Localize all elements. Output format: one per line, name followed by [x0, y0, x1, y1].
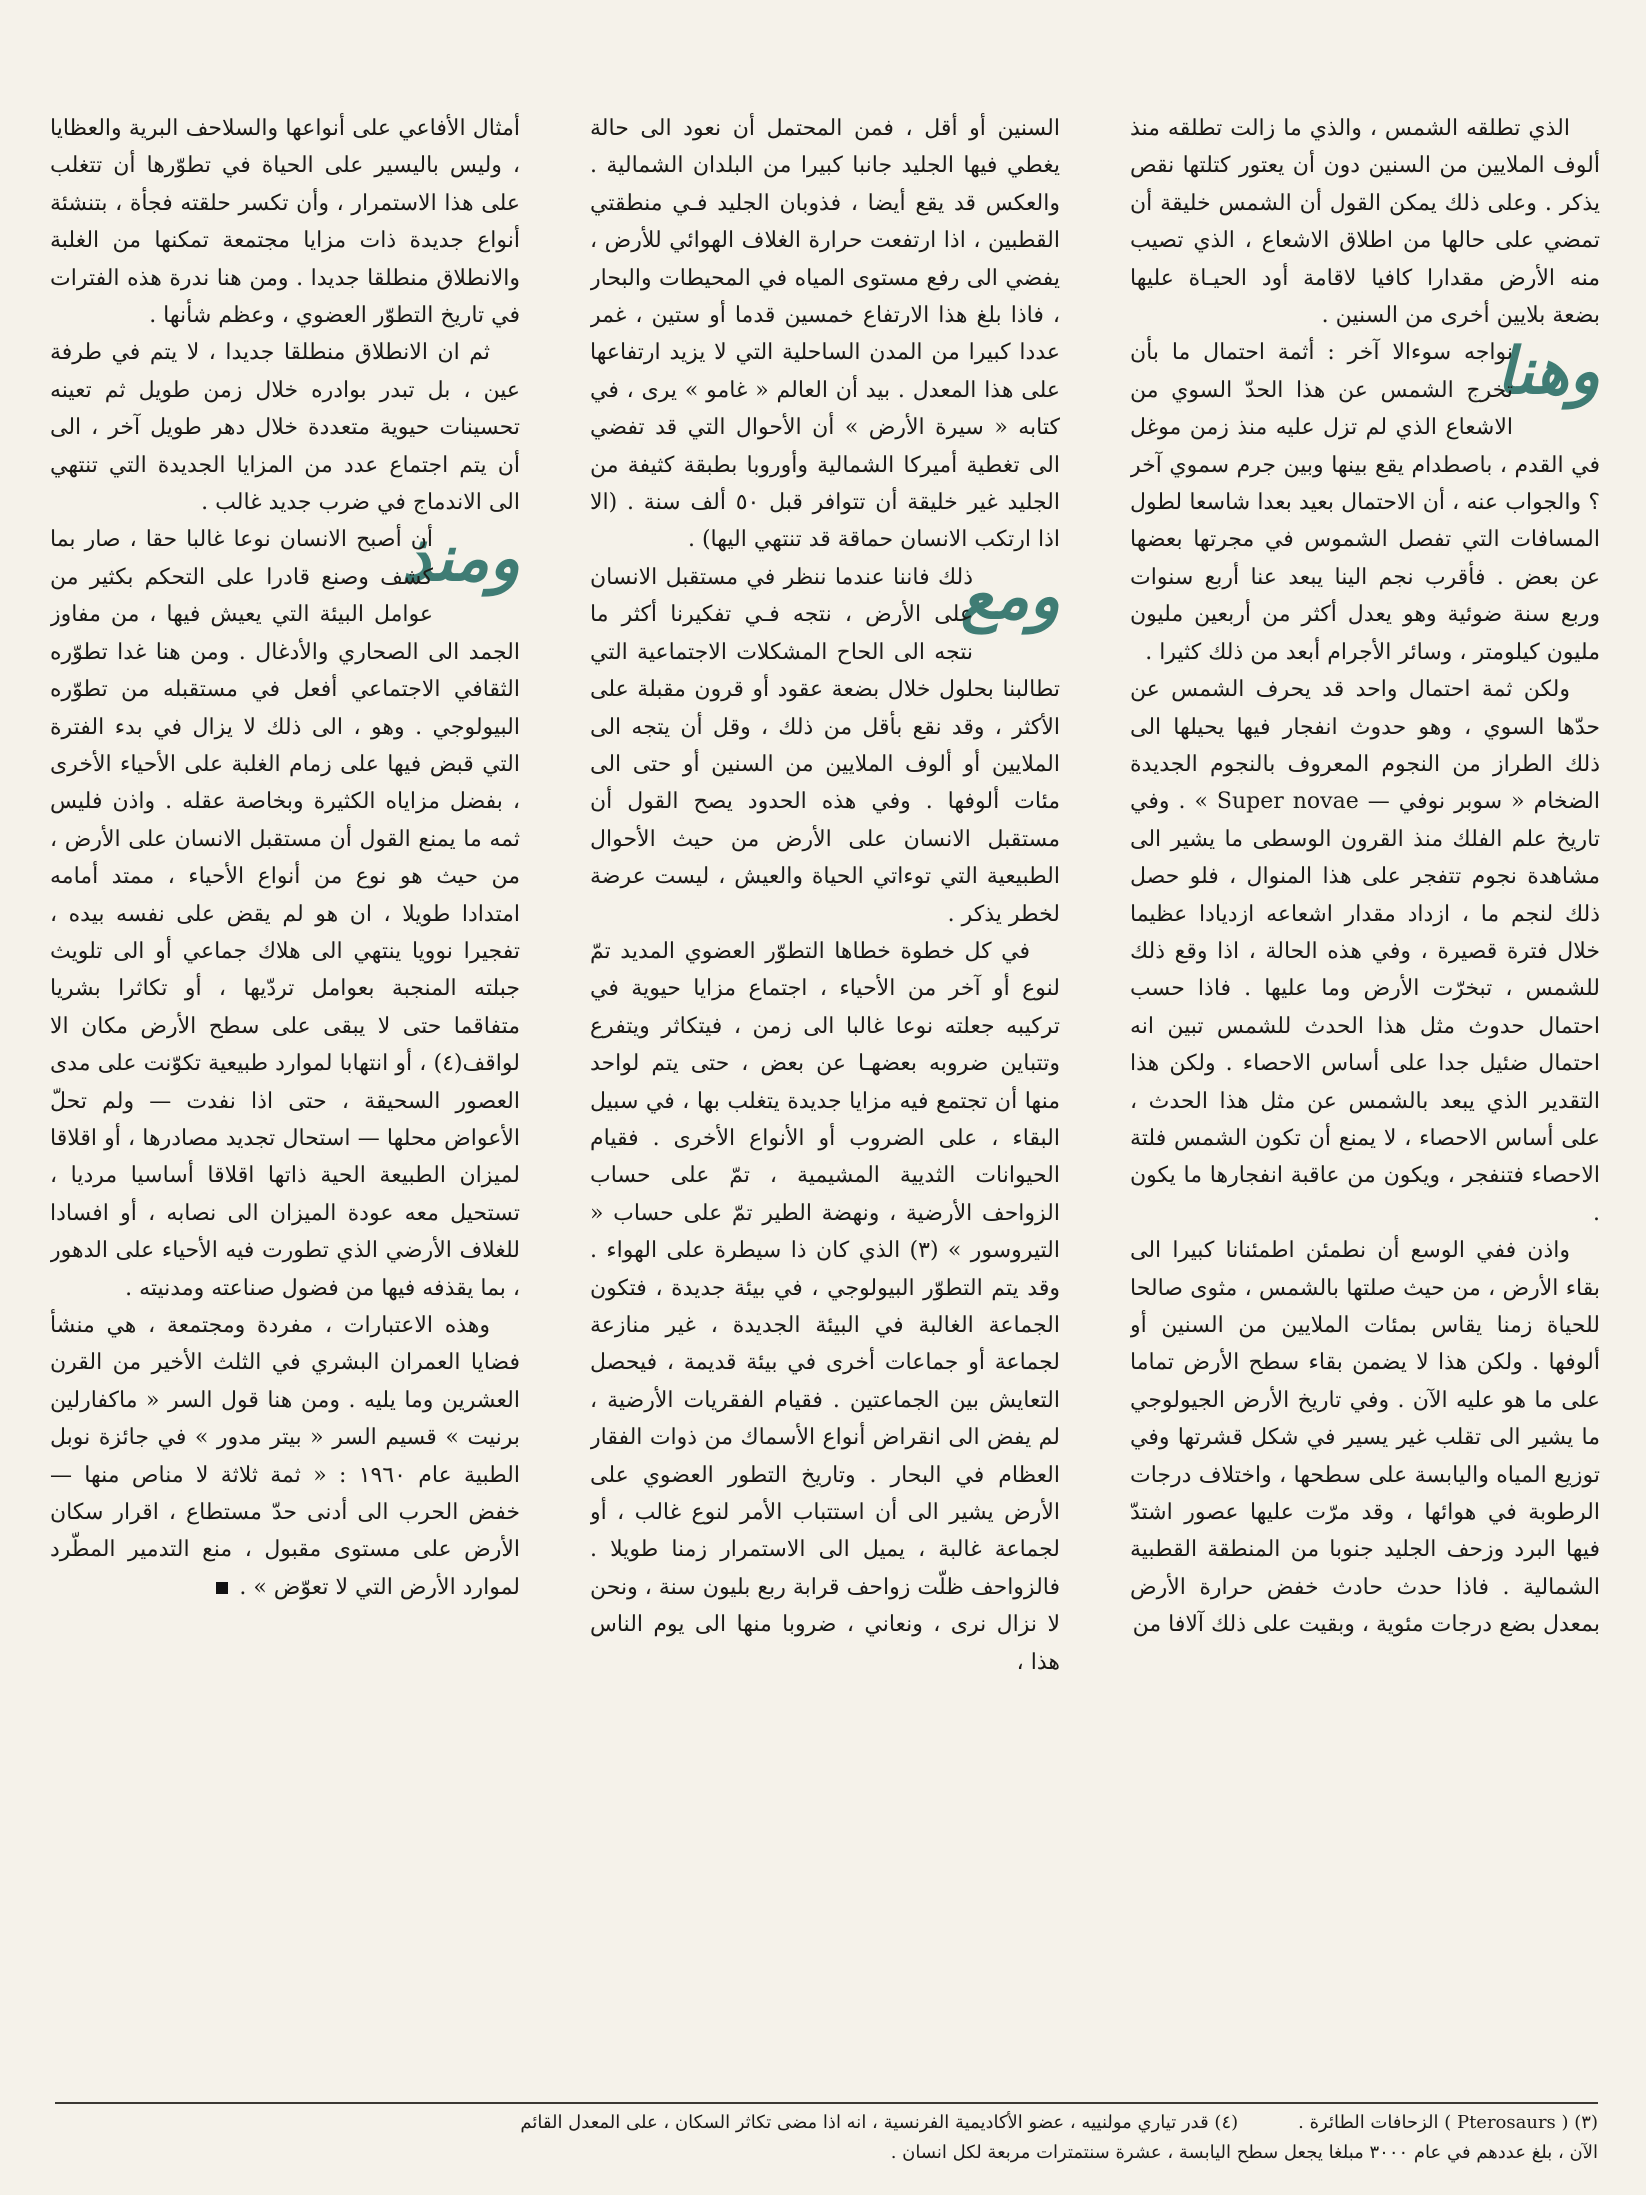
paragraph: ولكن ثمة احتمال واحد قد يحرف الشمس عن حدّها السوي ، وهو حدوث انفجار فيها يحيلها الى ذلك الطراز من النجوم المعروف بالنجوم الجديدة الضخام « سوبر نوفي — Super novae » . وفي تاريخ علم الفلك منذ القرون الوسطى ما يشير الى مشاهدة نجوم تتفجر على هذا المنوال ، فلو حصل ذلك لنجم ما ، ازداد مقدار اشعاعه ازديادا عظيما خلال فترة قصيرة ، وفي هذه الحالة ، اذا وقع ذلك للشمس ، تبخرّت الأرض وما عليها . فاذا حسب احتمال حدوث مثل هذا الحدث للشمس تبين انه احتمال ضئيل جدا على أساس الاحصاء . ولكن هذا التقدير الذي يبعد بالشمس عن مثل هذا الحدث ، على أساس الاحصاء ، لا يمنع أن تكون الشمس فلتة الاحصاء فتنفجر ، ويكون من عاقبة انفجارها ما يكون . [1130, 677, 1600, 1226]
paragraph: ثم ان الانطلاق منطلقا جديدا ، لا يتم في طرفة عين ، بل تبدر بوادره خلال زمن طويل ثم تعينه تحسينات حيوية متعددة خلال دهر طويل آخر ، الى أن يتم اجتماع عدد من المزايا الجديدة التي تنتهي الى الاندماج في ضرب جديد غالب . [50, 340, 520, 516]
paragraph: في كل خطوة خطاها التطوّر العضوي المديد تمّ لنوع أو آخر من الأحياء ، اجتماع مزايا حيوية في تركيبه جعلته نوعا غالبا الى زمن ، فيتكاثر ويتفرع وتتباين ضروبه بعضهـا عن بعض ، حتى يتم لواحد منها أن تجتمع فيه مزايا جديدة يتغلب بها ، في سبيل البقاء ، على الضروب أو الأنواع الأخرى . فقيام الحيوانات الثديية المشيمية ، تمّ على حساب الزواحف الأرضية ، ونهضة الطير تمّ على حساب « التيروسور » (٣) الذي كان ذا سيطرة على الهواء . وقد يتم التطوّر البيولوجي ، في بيئة جديدة ، فتكون الجماعة الغالبة في البيئة الجديدة ، غير منازعة لجماعة أو جماعات أخرى في بيئة قديمة ، فيحصل التعايش بين الجماعتين . فقيام الفقريات الأرضية ، لم يفض الى انقراض أنواع الأسماك من ذوات الفقار العظام في البحار . وتاريخ التطور العضوي على الأرض يشير الى أن استتباب الأمر لنوع غالب ، أو لجماعة غالبة ، يميل الى الاستمرار زمنا طويلا . فالزواحف ظلّت زواحف قرابة ربع بليون سنة ، ونحن لا نزال نرى ، ونعاني ، ضروبا منها الى يوم الناس هذا ، [590, 938, 1060, 1675]
paragraph: الذي تطلقه الشمس ، والذي ما زالت تطلقه منذ ألوف الملايين من السنين دون أن يعتور كتلتها نقص يذكر . وعلى ذلك يمكن القول أن الشمس خليقة أن تمضي على حالها من اطلاق الاشعاع ، الذي تصيب منه الأرض مقدارا كافيا لاقامة أود الحيـاة عليها بضعة بلايين أخرى من السنين . [1130, 116, 1600, 329]
paragraph-text: ذلك فاننا عندما ننظر في مستقبل الانسان على الأرض ، نتجه فـي تفكيرنا أكثر ما نتجه الى الحاح المشكلات الاجتماعية التي تطالبنا بحلول خلال بضعة عقود أو قرون مقبلة على الأكثر ، وقد نقع بأقل من ذلك ، وقل أن يتجه الى الملايين أو ألوف الملايين من السنين أو حتى الى مئات ألوفها . وفي هذه الحدود يصح القول أن مستقبل الانسان على الأرض من حيث الأحوال الطبيعية التي توءاتي الحياة والعيش ، ليست عرضة لخطر يذكر . [590, 564, 1060, 927]
paragraph: أمثال الأفاعي على أنواعها والسلاحف البرية والعظايا ، وليس باليسير على الحياة في تطوّرها أن تتغلب على هذا الاستمرار ، وأن تكسر حلقته فجأة ، بتنشئة أنواع جديدة ذات مزايا مجتمعة تمكنها من الغلبة والانطلاق منطلقا جديدا . ومن هنا ندرة هذه الفترات في تاريخ التطوّر العضوي ، وعظم شأنها . [50, 116, 520, 329]
paragraph [590, 559, 1060, 933]
footnote-rule [55, 2102, 1598, 2104]
footnote-line [55, 2108, 1598, 2138]
drop-initial: وهنا [1496, 334, 1600, 410]
paragraph-text: نواجه سوءالا آخر : أثمة احتمال ما بأن تخرج الشمس عن هذا الحدّ السوي من الاشعاع الذي لم تزل عليه منذ زمن موغل في القدم ، باصطدام يقع بينها وبين جرم سموي آخر ؟ والجواب عنه ، أن الاحتمال بعيد بعدا شاسعا لطول المسافات التي تفصل الشموس في مجرتها بعضها عن بعض . فأقرب نجم الينا يبعد عنا أربع سنوات وربع سنة ضوئية وهو يعدل أكثر من أربعين مليون مليون كيلومتر ، وسائر الأجرام أبعد من ذلك كثيرا . [1130, 340, 1600, 665]
paragraph: واذن ففي الوسع أن نطمئن اطمئنانا كبيرا الى بقاء الأرض ، من حيث صلتها بالشمس ، مثوى صالحا للحياة زمنا يقاس بمئات الملايين من السنين أو ألوفها . ولكن هذا لا يضمن بقاء سطح الأرض تماما على ما هو عليه الآن . وفي تاريخ الأرض الجيولوجي ما يشير الى تقلب غير يسير في شكل قشرتها وفي توزيع المياه واليابسة على سطحها ، واختلاف درجات الرطوبة في هوائها ، وقد مرّت عليها عصور اشتدّ فيها البرد وزحف الجليد جنوبا من المنطقة القطبية الشمالية . فاذا حدث حادث خفض حرارة الأرض بمعدل بضع درجات مئوية ، وبقيت على ذلك آلافا من [1130, 1238, 1600, 1638]
column-middle [590, 110, 1060, 2055]
paragraph-text: وهذه الاعتبارات ، مفردة ومجتمعة ، هي منشأ فضايا العمران البشري في الثلث الأخير من القرن العشرين وما يليه . ومن هنا قول السر « ماكفارلين برنيت » قسيم السر « بيتر مدور » في جائزة نوبل الطبية عام ١٩٦٠ : « ثمة ثلاثة لا مناص منها — خفض الحرب الى أدنى حدّ مستطاع ، اقرار سكان الأرض على مستوى مقبول ، منع التدمير المطّرد لموارد الأرض التي لا تعوّض » . [50, 1313, 520, 1600]
drop-initial: ومنذ [401, 521, 520, 597]
paragraph: السنين أو أقل ، فمن المحتمل أن نعود الى حالة يغطي فيها الجليد جانبا كبيرا من البلدان الشمالية . والعكس قد يقع أيضا ، فذوبان الجليد فـي منطقتي القطبين ، اذا ارتفعت حرارة الغلاف الهوائي للأرض ، يفضي الى رفع مستوى المياه في المحيطات والبحار ، فاذا بلغ هذا الارتفاع خمسين قدما أو ستين ، غمر عددا كبيرا من المدن الساحلية التي لا يزيد ارتفاعها على هذا المعدل . بيد أن العالم « غامو » يرى ، في كتابه « سيرة الأرض » أن الأحوال التي قد تفضي الى تغطية أميركا الشمالية وأوروبا بطبقة كثيفة من الجليد غير خليقة أن تتوافر قبل ٥٠ ألف سنة . (الا اذا ارتكب الانسان حماقة قد تنتهي اليها) . [590, 116, 1060, 553]
footnote-4-continued: الآن ، بلغ عددهم في عام ٣٠٠٠ مبلغا يجعل سطح اليابسة ، عشرة سنتمترات مربعة لكل انسان . [890, 2142, 1598, 2163]
footnote-4: (٤) قدر تياري مولنييه ، عضو الأكاديمية الفرنسية ، انه اذا مضى تكاثر السكان ، على المعدل القائم [520, 2112, 1239, 2133]
footnotes [55, 2108, 1598, 2188]
article-page [50, 110, 1600, 2060]
paragraph-text: أن أصبح الانسان نوعا غالبا حقا ، صار بما كشف وصنع قادرا على التحكم بكثير من عوامل البيئة التي يعيش فيها ، من مفاوز الجمد الى الصحاري والأدغال . ومن هنا غدا تطوّره الثقافي الاجتماعي أفعل في مستقبله من تطوّره البيولوجي . وهو ، الى ذلك لا يزال في بدء الفترة التي قبض فيها على زمام الغلبة على الأحياء الأخرى ، بفضل مزاياه الكثيرة وبخاصة عقله . واذن فليس ثمه ما يمنع القول أن مستقبل الانسان على الأرض ، من حيث هو نوع من أنواع الأحياء ، ممتد أمامه امتدادا طويلا ، ان هو لم يقض على نفسه بيده ، تفجيرا نوويا ينتهي الى هلاك جماعي أو الى تلويث جبلته المنجبة بعوامل تردّيها ، أو تكاثرا بشريا متفاقما حتى لا يبقى على سطح الأرض مكان الا لواقف(٤) ، أو انتهابا لموارد طبيعية تكوّنت على مدى العصور السحيقة ، حتى اذا نفدت — ولم تحلّ الأعواض محلها — استحال تجديد مصادرها ، أو اقلاقا لميزان الطبيعة الحية ذاتها اقلاقا أساسيا مرديا ، تستحيل معه عودة الميزان الى نصابه ، أو افسادا للغلاف الأرضي الذي تطورت فيه الأحياء على الدهور ، بما يقذفه فيها من فضول صناعته ومدنيته . [50, 527, 520, 1301]
column-right [1130, 110, 1600, 2055]
paragraph [50, 521, 520, 1307]
footnote-3: (٣) ( Pterosaurs ) الزحافات الطائرة . [1298, 2112, 1598, 2133]
column-left [50, 110, 520, 2055]
drop-initial: ومع [960, 558, 1060, 634]
footnote-line [55, 2138, 1598, 2168]
paragraph [1130, 334, 1600, 671]
end-of-article-mark [216, 1582, 228, 1594]
paragraph [50, 1307, 520, 1606]
